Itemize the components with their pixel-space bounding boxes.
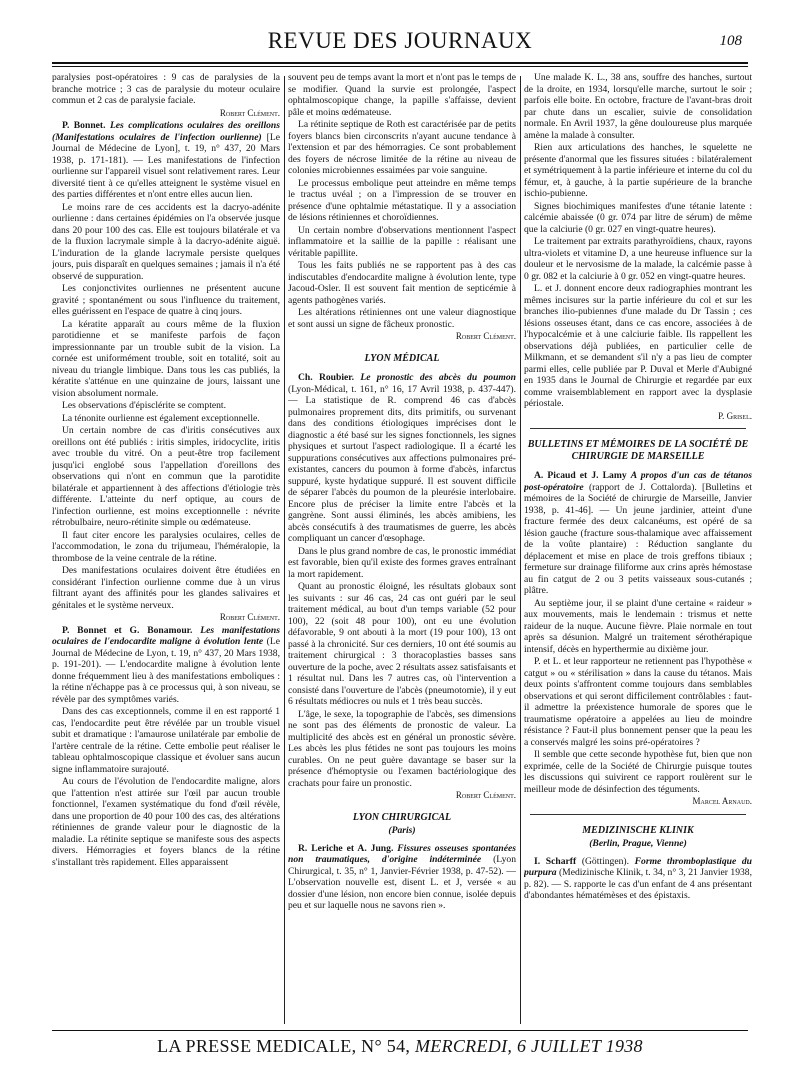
paragraph: Au septième jour, il se plaint d'une certaine « raideur » aux mouvements, mais le lendemain : trismus et nette raideur de la nuque. Aucune fièvre. Plaie normale en tout après sa désunion. Malgré un traitement sérothérapique intensif, décès en hyperthermie au dixième jour. [524,597,752,655]
paragraph: Les altérations rétiniennes ont une valeur diagnostique et sont aussi un signe de fâcheux pronostic. [288,307,516,330]
page-footer [52,1028,748,1064]
paragraph: Rien aux articulations des hanches, le squelette ne présente d'anormal que les fissures situées : bilatéralement et symétriquement à la partie inférieure et interne du col du fémur, et, à gauche, à la partie supérieure de la branche ischio-pubienne. [524,142,752,199]
section-subheading: (Berlin, Prague, Vienne) [589,838,687,849]
article-title: Forme thromboplastique du purpura [524,855,752,878]
signature: P. Grisel. [718,410,752,421]
paragraph: La rétinite septique de Roth est caractérisée par de petits foyers blancs bien circonscrits n'ayant aucune tendance à l'extension et par des hémorragies. Ce sont probablement des foyers de nécrose limitée de la rétine au niveau de colonies microbiennes essaimées par voie sanguine. [288,119,516,176]
paragraph: Les observations d'épisclérite se comptent. [62,400,226,411]
footer-line [52,1036,748,1057]
paragraph: Signes biochimiques manifestes d'une tétanie latente : calcémie abaissée (0 gr. 074 par litre de sérum) de même que la calciurie (0 gr. 027 en vingt-quatre heures). [524,200,752,235]
signature: Robert Clément. [219,612,280,622]
article-title: A propos d'un cas de tétanos post-opératoire [524,470,752,493]
text-columns [52,72,752,1027]
paragraph: Des manifestations oculaires doivent être étudiées en considérant l'infection ourlienne comme due à un virus filtrant ayant des affinités pour les glandes salivaires et génitales et le système nerveux. [52,565,280,611]
paragraph: Au cours de l'évolution de l'endocardite maligne, alors que l'attention n'est attirée sur l'œil par aucun trouble fonctionnel, l'examen systématique du fond d'œil révèle, dans une proportion de 40 pour 100 des cas, des altérations rétiniennes de grande valeur pour le diagnostic de la maladie. La rétinite septique se manifeste sous des aspects divers. Hémorragies et foyers blancs de la rétine s'installant très rapidement. Elles apparaissent [52,776,280,868]
paragraph: souvent peu de temps avant la mort et n'ont pas le temps de se modifier. Quand la survie est prolongée, l'aspect ophtalmoscopique change, la papille s'affaisse, devient pâle et moins œdémateuse. [288,72,516,118]
paragraph: Le traitement par extraits parathyroïdiens, chaux, rayons ultra-violets et vitamine D, a une heureuse influence sur la douleur et le nervosisme de la malade, la calcémie passe à 0 gr. 082 et la calciurie à 0 gr. 052 en vingt-quatre heures. [524,236,752,282]
article-entry [52,625,280,706]
paragraph: Le processus embolique peut atteindre en même temps le tractus uvéal ; on a l'impression de se trouver en présence d'une ophtalmie métastatique. Il y a association de lésions rétiniennes et choroïdiennes. [288,177,516,223]
section-separator [530,814,746,815]
article-entry [288,843,516,912]
page-number: 108 [719,33,742,49]
article-title: Les complications oculaires des oreillons (Manifestations oculaires de l'infection ourlienne) [52,120,280,143]
article-entry [288,372,516,545]
section-heading: BULLETINS ET MÉMOIRES DE LA SOCIÉTÉ DE CHIRURGIE DE MARSEILLE [527,439,749,462]
section-subheading: (Paris) [388,825,416,836]
paragraph: Tous les faits publiés ne se rapportent pas à des cas indiscutables d'endocardite maligne à évolution lente, type Jacoud-Osler. Il est souvent fait mention de septicémie à agents pathogènes variés. [288,260,516,306]
paragraph: L. et J. donnent encore deux radiographies montrant les mêmes incisures sur la partie inférieure du col et sur les branches ilio-pubiennes d'une malade du Dr Tassin ; ces lésions osseuses étant, dans ce cas encore, associées à de l'hypocalcémie et à une calciurie faible. Ils rappellent les observations déjà publiées, en particulier celle de Milkmann, et se demandent s'il n'y a pas lieu de compter parmi elles, celle publiée par P. Duval et Merle d'Aubigné en 1935 dans le Journal de Chirurgie et regardée par eux comme vraisemblablement en rapport avec la dysplasie périostale. [524,283,752,409]
signature: Robert Clément. [455,790,516,800]
paragraph: Les conjonctivites ourliennes ne présentent aucune gravité ; spontanément ou sous l'influence du traitement, elles guérissent en l'espace de quatre à cinq jours. [52,283,280,317]
signature: Marcel Arnaud. [692,796,752,806]
article-reference: (Medizinische Klinik, t. 34, n° 3, 21 Janvier 1938, p. 82). — S. rapporte le cas d'un enfant de 4 ans présentant d'abondantes hématémèses et des épistaxis. [524,867,752,901]
running-title: REVUE DES JOURNAUX [267,28,533,53]
article-entry [52,120,280,201]
paragraph: Une malade K. L., 38 ans, souffre des hanches, surtout de la droite, en 1934, lorsqu'elle marche, surtout le soir ; parfois elle boite. En octobre, fracture de l'avant-bras droit par chute dans un escalier, suivie de consolidation normale. En Avril 1937, la gêne douloureuse plus marquée amène la malade à consulter. [524,72,752,141]
article-title: Fissures osseuses spontanées non traumatiques, d'origine indéterminée [288,842,516,865]
signature: Robert Clément. [219,107,280,118]
signature: Robert Clément. [455,331,516,341]
column-2 [288,72,516,1027]
paragraph: P. et L. et leur rapporteur ne retiennent pas l'hypothèse « catgut » ou « stérilisation » dans la cause du tétanos. Mais deux points s'affrontent comme toujours dans semblables observations et qui seront difficilement contrôlables : faut-il admettre la préexistence humorale de spores que le traumatisme opératoire a appelées au lieu de moindre résistance ? Faut-il plus bonnement penser que la peau les a conservés malgré les soins pré-opératoires ? [524,656,752,748]
paragraph: Un certain nombre d'observations mentionnent l'aspect inflammatoire et la saillie de la papille : réalisant une véritable papillite. [288,224,516,259]
article-author: A. Picaud et J. Lamy [534,470,627,481]
section-heading: LYON MÉDICAL [364,352,440,364]
column-1 [52,72,280,1027]
article-author: I. Scharff [534,855,577,867]
paragraph: La ténonite ourlienne est également exceptionnelle. [62,412,260,424]
article-reference: (Lyon-Médical, t. 161, n° 16, 17 Avril 1938, p. 437-447). — La statistique de R. comprend 46 cas d'abcès pulmonaires proprement dits, dits primitifs, ou survenant dans des conditions étiologiques imprécises dont le diagnostic a été basé sur les signes fonctionnels, les signes physiques et surtout l'aspect radiologique. Il a écarté les suppurations consécutives aux affections pulmonaires pré-existantes, cancers du poumon à forme d'abcès, infarctus suppuré, kyste hydatique suppuré. Il est souvent difficile de séparer l'abcès du poumon de la pleurésie interlobaire. Encore plus de préciser la limite entre l'abcès et la gangrène. Sont aussi éliminés, les abcès amibiens, les abcès consécutifs à des traumatismes de guerre, les abcès compliquant un cancer d'œsophage. [288,383,516,544]
article-entry [524,470,752,597]
section-heading: LYON CHIRURGICAL [352,811,452,823]
paragraph: Il faut citer encore les paralysies oculaires, celles de l'accommodation, le zona du trijumeau, l'héméralopie, la thrombose de la veine centrale de la rétine. [52,529,280,564]
footer-date: MERCREDI, 6 JUILLET 1938 [414,1036,643,1056]
paragraph: Le moins rare de ces accidents est la dacryo-adénite ourlienne : dans certaines épidémies on l'a observée jusque dans 20 pour 100 des cas. Elle est toujours bilatérale et va de la fluxion lacrymale simple à la dacryo-adénite aiguë. L'induration de la glande lacrymale persiste quelques jours, puis disparaît en quelques semaines ; jamais il n'a été observé de suppuration. [52,201,280,282]
paragraph: Dans le plus grand nombre de cas, le pronostic immédiat est favorable, bien qu'il existe des formes graves entraînant la mort rapidement. [288,545,516,580]
column-3 [524,72,752,1027]
article-reference: [Le Journal de Médecine de Lyon], t. 19, n° 437, 20 Mars 1938, p. 171-181). — Les manifestations de l'infection ourlienne sur l'appareil visuel sont relativement rares. Leur diversité tient à ce qu'elles atteignent le système visuel en des parties différentes et n'ont entre elles aucun lien. [52,131,280,200]
article-reference: (Lyon Chirurgical, t. 35, n° 1, Janvier-Février 1938, p. 47-52). — L'observation nouvelle est, disent L. et J, versée « au dossier d'une lésion, non encore bien connue, isolée depuis peu et sur laquelle nous ne savons rien ». [288,854,516,911]
article-author: P. Bonnet. [62,120,106,131]
article-affiliation: (Göttingen). [581,855,629,867]
article-author: R. Leriche et A. Jung. [298,842,394,854]
paragraph: Un certain nombre de cas d'iritis consécutives aux oreillons ont été publiés : iritis simples, iridocyclite, iritis avec trouble du vitré. On a peut-être trop facilement jusqu'ici englobé sous l'appellation d'oreillons des observations qui n'ont en commun que la parotidite bilatérale et appartiennent à des affections d'étiologie très différente. L'atteinte du nerf optique, au cours de l'infection ourlienne, est moins exceptionnelle : névrite rétrobulbaire, neuro-rétinite simple ou œdémateuse. [52,425,280,528]
section-separator [530,428,746,429]
page-header [52,26,748,60]
header-rule-thin [52,66,748,67]
article-title: Les manifestations oculaires de l'endocardite maligne à évolution lente [52,624,280,647]
article-author: P. Bonnet et G. Bonamour. [62,624,193,636]
paragraph: paralysies post-opératoires : 9 cas de paralysies de la branche motrice ; 3 cas de paralysie du moteur oculaire commun et 2 cas de paralysie faciale. [52,72,280,106]
section-heading: MEDIZINISCHE KLINIK [582,824,694,836]
article-reference: (rapport de J. Cottalorda). [Bulletins et mémoires de la Société de chirurgie de Marseille, Janvier 1938, p. 41-46]. — Un jeune jardinier, atteint d'une fracture fermée des deux calcanéums, est opéré de sa lésion gauche (fracture sous-thalamique avec affaissement de la voûte plantaire) : Réduction sanglante du déplacement et mise en place de trois greffons tibiaux ; fermeture sur drainage filiforme aux crins après hémostase au fin catgut de 2 ou 3 petits vaisseaux sous-cutanés ; plâtre. [524,481,752,596]
footer-journal: LA PRESSE MEDICALE, N° 54, [157,1036,411,1056]
article-entry [524,856,752,902]
paragraph: La kératite apparaît au cours même de la fluxion parotidienne et se manifeste parfois de façon impressionnante par un trouble subit de la vision. La cornée est uniformément trouble, soit en totalité, soit au niveau du triangle limbique. Dans tous les cas publiés, la kératite s'atténue en une quinzaine de jours, laissant une vision absolument normale. [52,318,280,399]
header-rule [52,62,748,64]
paragraph: Dans des cas exceptionnels, comme il en est rapporté 1 cas, l'endocardite peut être révélée par un trouble visuel subit et dramatique : l'amaurose unilatérale par embolie de l'artère centrale de la rétine. Cette embolie peut réaliser le tableau ophtalmoscopique classique et évoluer sans aucun signe inflammatoire surajouté. [52,706,280,775]
paragraph: Il semble que cette seconde hypothèse fut, bien que non exprimée, celle de la Société de Chirurgie puisque toutes les discussions qui suivirent ce rapport roulèrent sur le meilleur mode de désinfection des téguments. [524,749,752,795]
paragraph: Quant au pronostic éloigné, les résultats globaux sont les suivants : sur 46 cas, 24 cas ont guéri par le seul traitement médical, au bout d'un temps variable (52 pour 100), 22 (soit 48 pour 100), ont eu une évolution défavorable, 9 ont abouti à la mort (19 pour 100), 13 ont passé à la chronicité. Sur ces derniers, 10 ont été soumis au traitement chirurgical : 3 thoracoplasties basses sans ouverture de la poche, avec 2 résultats assez satisfaisants et 1 résultat nul. Dans les 7 autres cas, où l'intervention a consisté dans l'ouverture de l'abcès (pneumotomie), il y eut 6 résultats médiocres ou nuls et 1 très beau succès. [288,581,516,707]
footer-rule [52,1030,748,1031]
article-reference: (Le Journal de Médecine de Lyon, t. 19, n° 437, 20 Mars 1938, p. 191-201). — L'endocardite maligne à évolution lente donne fréquemment lieu à des manifestations emboliques : la rétine n'échappe pas à ce processus qui, à son niveau, se révèle par des symptômes variés. [52,636,280,705]
article-title: Le pronostic des abcès du poumon [360,372,516,383]
article-author: Ch. Roubier. [298,372,355,383]
paragraph: L'âge, le sexe, la topographie de l'abcès, ses dimensions ne sont pas des éléments de pronostic de valeur. La multiplicité des abcès est en général un pronostic sévère. Les abcès les plus fétides ne sont pas toujours les moins curables. On ne peut guère davantage se baser sur la présence d'hémoptysie ou l'examen bactériologique des crachats pour faire un pronostic. [288,708,516,789]
